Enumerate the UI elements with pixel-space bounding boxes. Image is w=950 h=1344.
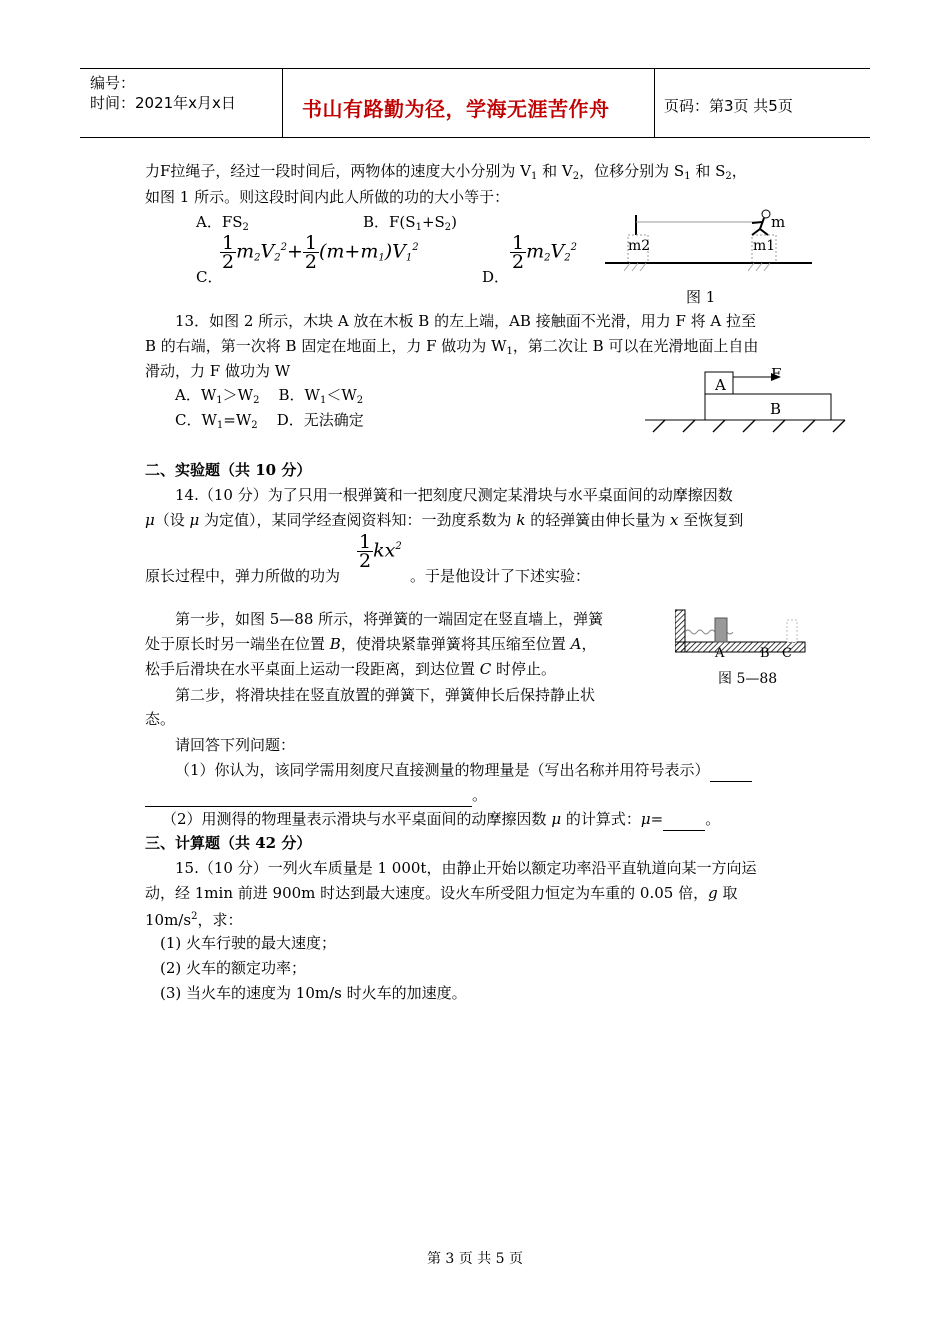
q12-option-d-label: D．: [482, 268, 510, 286]
fig2-label-a: A: [715, 376, 726, 394]
q13-line1: 13．如图 2 所示，木块 A 放在木板 B 的左上端，AB 接触面不光滑，用力 F 将 A 拉至: [175, 312, 757, 330]
page-footer: 第 3 页 共 5 页: [426, 1251, 524, 1267]
q12-option-c-label: C．: [196, 268, 223, 286]
answer-blank-1a[interactable]: [710, 759, 752, 782]
sub-question-1: （1）你认为，该同学需用刻度尺直接测量的物理量是（写出名称并用符号表示）: [175, 759, 752, 782]
q14-line3-a: 原长过程中，弹力所做的功为: [145, 567, 341, 585]
q14-line2: μ（设 μ 为定值），某同学经查阅资料知：一劲度系数为 k 的轻弹簧由伸长量为 x 至恢复到: [145, 511, 744, 529]
header-left: [90, 73, 236, 113]
sub-question-2: （2）用测得的物理量表示滑块与水平桌面间的动摩擦因数 μ 的计算式：μ= 。: [162, 808, 720, 831]
sub-question-1-cont: 。: [145, 784, 487, 807]
fig2-label-b: B: [770, 400, 782, 418]
q12-line1: 力F拉绳子，经过一段时间后，两物体的速度大小分别为 $V_1$ 和 $V_2$，位移分别为 $S_1$ 和 $S_2$，: [145, 162, 747, 182]
figure-2: [645, 362, 850, 437]
q13-line3: 滑动，力 F 做功为 W: [145, 362, 291, 380]
fig5-caption: 图 5—88: [718, 671, 778, 687]
fig1-caption: 图 1: [686, 288, 716, 306]
q12-option-b: B．$F(S_1+S_2)$: [363, 213, 458, 233]
questions-intro: 请回答下列问题：: [175, 736, 296, 754]
q15-line3: $10m/s^2$，求：: [145, 911, 243, 929]
fig5-label-a: A: [715, 646, 725, 661]
step2-line2: 态。: [145, 710, 176, 728]
section3-title: 三、计算题（共 42 分）: [145, 834, 312, 852]
q13-options-cd: C．$W_1=W_2$ D．无法确定: [175, 411, 364, 431]
step2-line1: 第二步，将滑块挂在竖直放置的弹簧下，弹簧伸长后保持静止状: [175, 686, 596, 704]
answer-blank-1b[interactable]: [145, 784, 472, 807]
q15-part2: (2) 火车的额定功率；: [160, 959, 307, 977]
fig5-label-c: C: [782, 646, 792, 661]
q15-part3: (3) 当火车的速度为 10m/s 时火车的加速度。: [160, 984, 467, 1002]
page-label: 页码：第3页 共5页: [664, 97, 793, 115]
q12-option-c-formula: $\frac{1}{2}$ $m_2V_2^2+$ $\frac{1}{2}$ $(m+m_1)V_1^2$: [222, 232, 419, 273]
q13-options-ab: A．$W_1>W_2$ B．$W_1<W_2$: [175, 386, 364, 406]
step1-line1: 第一步，如图 5—88 所示，将弹簧的一端固定在竖直墙上，弹簧: [175, 610, 604, 628]
section2-title: 二、实验题（共 10 分）: [145, 461, 312, 479]
fig1-label-m2: m2: [628, 238, 651, 254]
motto: 书山有路勤为径，学海无涯苦作舟: [302, 97, 610, 121]
step1-line3: 松手后滑块在水平桌面上运动一段距离，到达位置 C 时停止。: [145, 660, 557, 678]
q12-option-d-formula: $\frac{1}{2}$ $m_2V_2^2$: [512, 232, 577, 273]
fig1-label-m1: m1: [753, 238, 776, 254]
q14-work-formula: $\frac{1}{2}$ $kx^2$: [359, 531, 402, 572]
fig5-label-b: B: [760, 646, 770, 661]
q15-line1: 15.（10 分）一列火车质量是 1 000t，由静止开始以额定功率沿平直轨道向某一方向运: [175, 859, 757, 877]
q13-line2: B 的右端，第一次将 B 固定在地面上，力 F 做功为 $W_1$，第二次让 B 可以在光滑地面上自由: [145, 337, 759, 357]
fig2-label-f: F: [771, 365, 782, 383]
page-header: [80, 68, 870, 138]
number-label: 编号：: [90, 74, 136, 92]
q12-option-a: A．$FS_2$: [196, 213, 249, 233]
q12-line2: 如图 1 所示。则这段时间内此人所做的功的大小等于：: [145, 188, 510, 206]
fig1-label-m: m: [771, 213, 786, 231]
step1-line2: 处于原长时另一端坐在位置 B，使滑块紧靠弹簧将其压缩至位置 A，: [145, 635, 597, 653]
time-label: 时间：2021年x月x日: [90, 94, 236, 112]
answer-blank-2[interactable]: [663, 808, 705, 831]
q14-line3-b: 。于是他设计了下述实验：: [410, 567, 591, 585]
q15-part1: (1) 火车行驶的最大速度；: [160, 934, 337, 952]
q14-line1: 14.（10 分）为了只用一根弹簧和一把刻度尺测定某滑块与水平桌面间的动摩擦因数: [175, 486, 733, 504]
q15-line2: 动，经 1min 前进 900m 时达到最大速度。设火车所受阻力恒定为车重的 0.05 倍，g 取: [145, 884, 738, 902]
